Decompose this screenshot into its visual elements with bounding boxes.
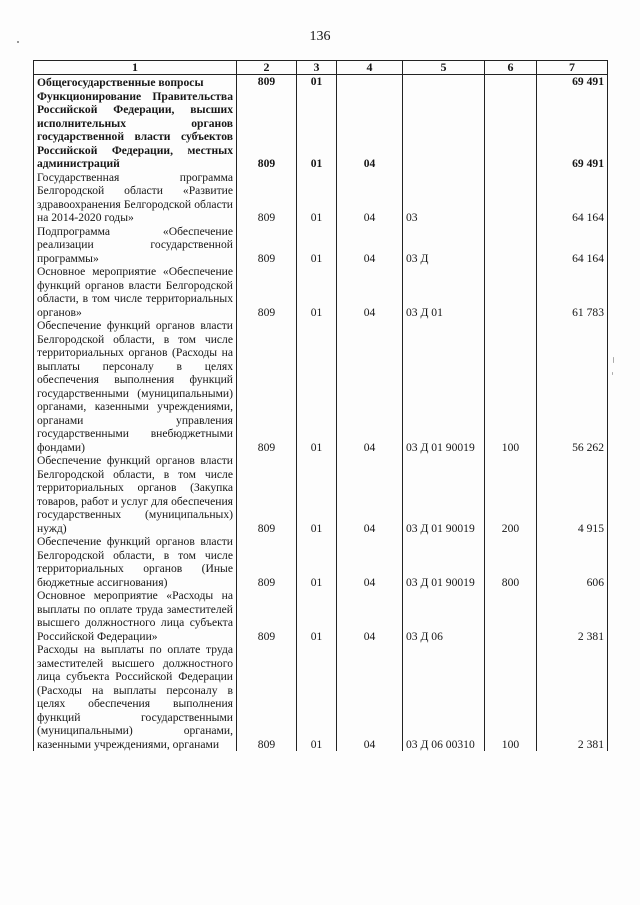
row-target-article: 03 Д 01 90019 xyxy=(403,454,485,535)
row-target-article xyxy=(403,75,485,90)
row-expense-type xyxy=(485,589,537,643)
row-expense-type xyxy=(485,265,537,319)
row-code-subsection: 04 xyxy=(337,319,403,454)
column-header-3: 3 xyxy=(297,61,337,75)
row-description: Обеспечение функций органов власти Белгородской области, в том числе территориальных органов (Расходы на выплаты персоналу в целях обеспечения выполнения функций государственными (муниципальными) органами, казенными учреждениями, органами управления государственными внебюджетными фондами) xyxy=(34,319,237,454)
row-code-subsection: 04 xyxy=(337,225,403,266)
row-amount: 64 164 xyxy=(537,225,608,266)
table-row xyxy=(34,225,608,266)
row-description: Обеспечение функций органов власти Белгородской области, в том числе территориальных органов (Закупка товаров, работ и услуг для обеспечения государственных (муниципальных) нужд) xyxy=(34,454,237,535)
scan-speck xyxy=(17,41,19,43)
budget-table xyxy=(33,60,608,751)
row-target-article: 03 Д 06 00310 xyxy=(403,643,485,751)
row-target-article: 03 Д xyxy=(403,225,485,266)
column-header-7: 7 xyxy=(537,61,608,75)
row-code-ministry: 809 xyxy=(237,643,297,751)
table-row xyxy=(34,265,608,319)
row-expense-type xyxy=(485,171,537,225)
row-description: Обеспечение функций органов власти Белгородской области, в том числе территориальных органов (Иные бюджетные ассигнования) xyxy=(34,535,237,589)
table-row xyxy=(34,319,608,454)
row-code-ministry: 809 xyxy=(237,90,297,171)
table-row xyxy=(34,535,608,589)
row-amount: 606 xyxy=(537,535,608,589)
row-expense-type: 200 xyxy=(485,454,537,535)
row-target-article: 03 Д 06 xyxy=(403,589,485,643)
row-target-article xyxy=(403,90,485,171)
row-code-section: 01 xyxy=(297,535,337,589)
row-description: Основное мероприятие «Обеспечение функций органов власти Белгородской области, в том числе территориальных органов» xyxy=(34,265,237,319)
row-code-section: 01 xyxy=(297,225,337,266)
row-code-section: 01 xyxy=(297,643,337,751)
row-expense-type xyxy=(485,225,537,266)
table-row xyxy=(34,589,608,643)
row-description: Государственная программа Белгородской области «Развитие здравоохранения Белгородской области на 2014-2020 годы» xyxy=(34,171,237,225)
row-amount: 56 262 xyxy=(537,319,608,454)
row-code-section: 01 xyxy=(297,171,337,225)
table-row xyxy=(34,90,608,171)
row-amount: 69 491 xyxy=(537,75,608,90)
row-description: Расходы на выплаты по оплате труда заместителей высшего должностного лица субъекта Российской Федерации (Расходы на выплаты персоналу в целях обеспечения выполнения функций государственными (муниципальными) органами, казенными учреждениями, органами xyxy=(34,643,237,751)
row-target-article: 03 Д 01 90019 xyxy=(403,319,485,454)
row-amount: 64 164 xyxy=(537,171,608,225)
row-code-ministry: 809 xyxy=(237,535,297,589)
row-code-ministry: 809 xyxy=(237,454,297,535)
row-description: Подпрограмма «Обеспечение реализации государственной программы» xyxy=(34,225,237,266)
row-code-ministry: 809 xyxy=(237,589,297,643)
row-code-ministry: 809 xyxy=(237,225,297,266)
table-row xyxy=(34,171,608,225)
row-code-section: 01 xyxy=(297,589,337,643)
column-header-6: 6 xyxy=(485,61,537,75)
row-code-subsection: 04 xyxy=(337,90,403,171)
page-number: 136 xyxy=(309,29,331,44)
row-code-subsection: 04 xyxy=(337,454,403,535)
row-expense-type: 100 xyxy=(485,643,537,751)
row-description: Функционирование Правительства Российской Федерации, высших исполнительных органов государственной власти субъектов Российской Федерации, местных администраций xyxy=(34,90,237,171)
row-target-article: 03 Д 01 90019 xyxy=(403,535,485,589)
row-amount: 2 381 xyxy=(537,589,608,643)
row-code-ministry: 809 xyxy=(237,171,297,225)
row-expense-type: 800 xyxy=(485,535,537,589)
row-code-subsection xyxy=(337,75,403,90)
row-amount: 4 915 xyxy=(537,454,608,535)
table-row xyxy=(34,75,608,90)
row-expense-type: 100 xyxy=(485,319,537,454)
row-code-ministry: 809 xyxy=(237,319,297,454)
table-header-row xyxy=(34,61,608,75)
row-target-article: 03 xyxy=(403,171,485,225)
row-code-subsection: 04 xyxy=(337,643,403,751)
scan-speck xyxy=(613,357,614,363)
column-header-1: 1 xyxy=(34,61,237,75)
table-row xyxy=(34,454,608,535)
row-code-subsection: 04 xyxy=(337,171,403,225)
row-code-section: 01 xyxy=(297,265,337,319)
row-amount: 61 783 xyxy=(537,265,608,319)
row-code-subsection: 04 xyxy=(337,535,403,589)
row-target-article: 03 Д 01 xyxy=(403,265,485,319)
row-code-section: 01 xyxy=(297,319,337,454)
row-description: Основное мероприятие «Расходы на выплаты по оплате труда заместителей высшего должностного лица субъекта Российской Федерации» xyxy=(34,589,237,643)
row-code-section: 01 xyxy=(297,454,337,535)
row-code-subsection: 04 xyxy=(337,265,403,319)
column-header-4: 4 xyxy=(337,61,403,75)
table-row xyxy=(34,643,608,751)
row-expense-type xyxy=(485,75,537,90)
row-code-ministry: 809 xyxy=(237,265,297,319)
row-amount: 2 381 xyxy=(537,643,608,751)
row-code-section: 01 xyxy=(297,75,337,90)
column-header-2: 2 xyxy=(237,61,297,75)
scan-speck xyxy=(612,372,613,375)
column-header-5: 5 xyxy=(403,61,485,75)
row-code-section: 01 xyxy=(297,90,337,171)
row-description: Общегосударственные вопросы xyxy=(34,75,237,90)
row-amount: 69 491 xyxy=(537,90,608,171)
row-code-subsection: 04 xyxy=(337,589,403,643)
row-code-ministry: 809 xyxy=(237,75,297,90)
row-expense-type xyxy=(485,90,537,171)
